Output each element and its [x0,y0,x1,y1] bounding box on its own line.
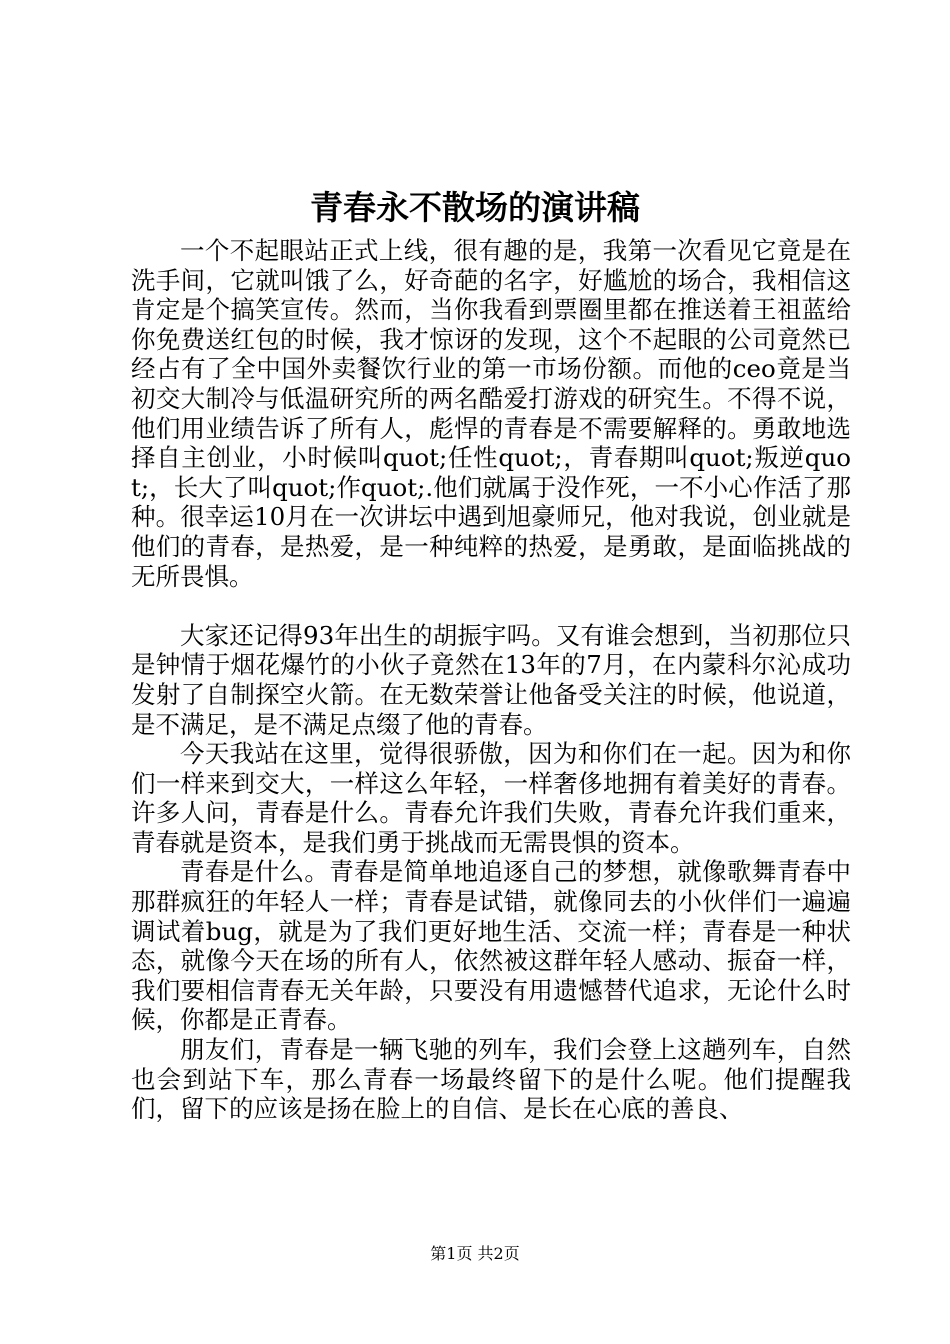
paragraph: 青春是什么。青春是简单地追逐自己的梦想，就像歌舞青春中那群疯狂的年轻人一样；青春是试错，就像同去的小伙伴们一遍遍调试着bug，就是为了我们更好地生活、交流一样；青春是一种状态，就像今天在场的所有人，依然被这群年轻人感动、振奋一样，我们要相信青春无关年龄，只要没有用遗憾替代追求，无论什么时候，你都是正青春。 [131,857,851,1035]
page-footer: 第1页 共2页 [430,1244,520,1263]
document-title: 青春永不散场的演讲稿 [310,188,640,227]
paragraph: 大家还记得93年出生的胡振宇吗。又有谁会想到，当初那位只是钟情于烟花爆竹的小伙子竟然在13年的7月，在内蒙科尔沁成功发射了自制探空火箭。在无数荣誉让他备受关注的时候，他说道，是不满足，是不满足点缀了他的青春。 [131,620,851,739]
document-body [131,236,851,1124]
paragraph: 朋友们，青春是一辆飞驰的列车，我们会登上这趟列车，自然也会到站下车，那么青春一场最终留下的是什么呢。他们提醒我们，留下的应该是扬在脸上的自信、是长在心底的善良、 [131,1035,851,1124]
paragraph: 今天我站在这里，觉得很骄傲，因为和你们在一起。因为和你们一样来到交大，一样这么年轻，一样奢侈地拥有着美好的青春。许多人问，青春是什么。青春允许我们失败，青春允许我们重来，青春就是资本，是我们勇于挑战而无需畏惧的资本。 [131,739,851,857]
paragraph: 一个不起眼站正式上线，很有趣的是，我第一次看见它竟是在洗手间，它就叫饿了么，好奇葩的名字，好尴尬的场合，我相信这肯定是个搞笑宣传。然而，当你我看到票圈里都在推送着王祖蓝给你免费送红包的时候，我才惊讶的发现，这个不起眼的公司竟然已经占有了全中国外卖餐饮行业的第一市场份额。而他的ceo竟是当初交大制冷与低温研究所的两名酷爱打游戏的研究生。不得不说，他们用业绩告诉了所有人，彪悍的青春是不需要解释的。勇敢地选择自主创业，小时候叫quot;任性quot;，青春期叫quot;叛逆quot;，长大了叫quot;作quot;.他们就属于没作死，一不小心作活了那种。很幸运10月在一次讲坛中遇到旭豪师兄，他对我说，创业就是他们的青春，是热爱，是一种纯粹的热爱，是勇敢，是面临挑战的无所畏惧。 [131,236,851,591]
